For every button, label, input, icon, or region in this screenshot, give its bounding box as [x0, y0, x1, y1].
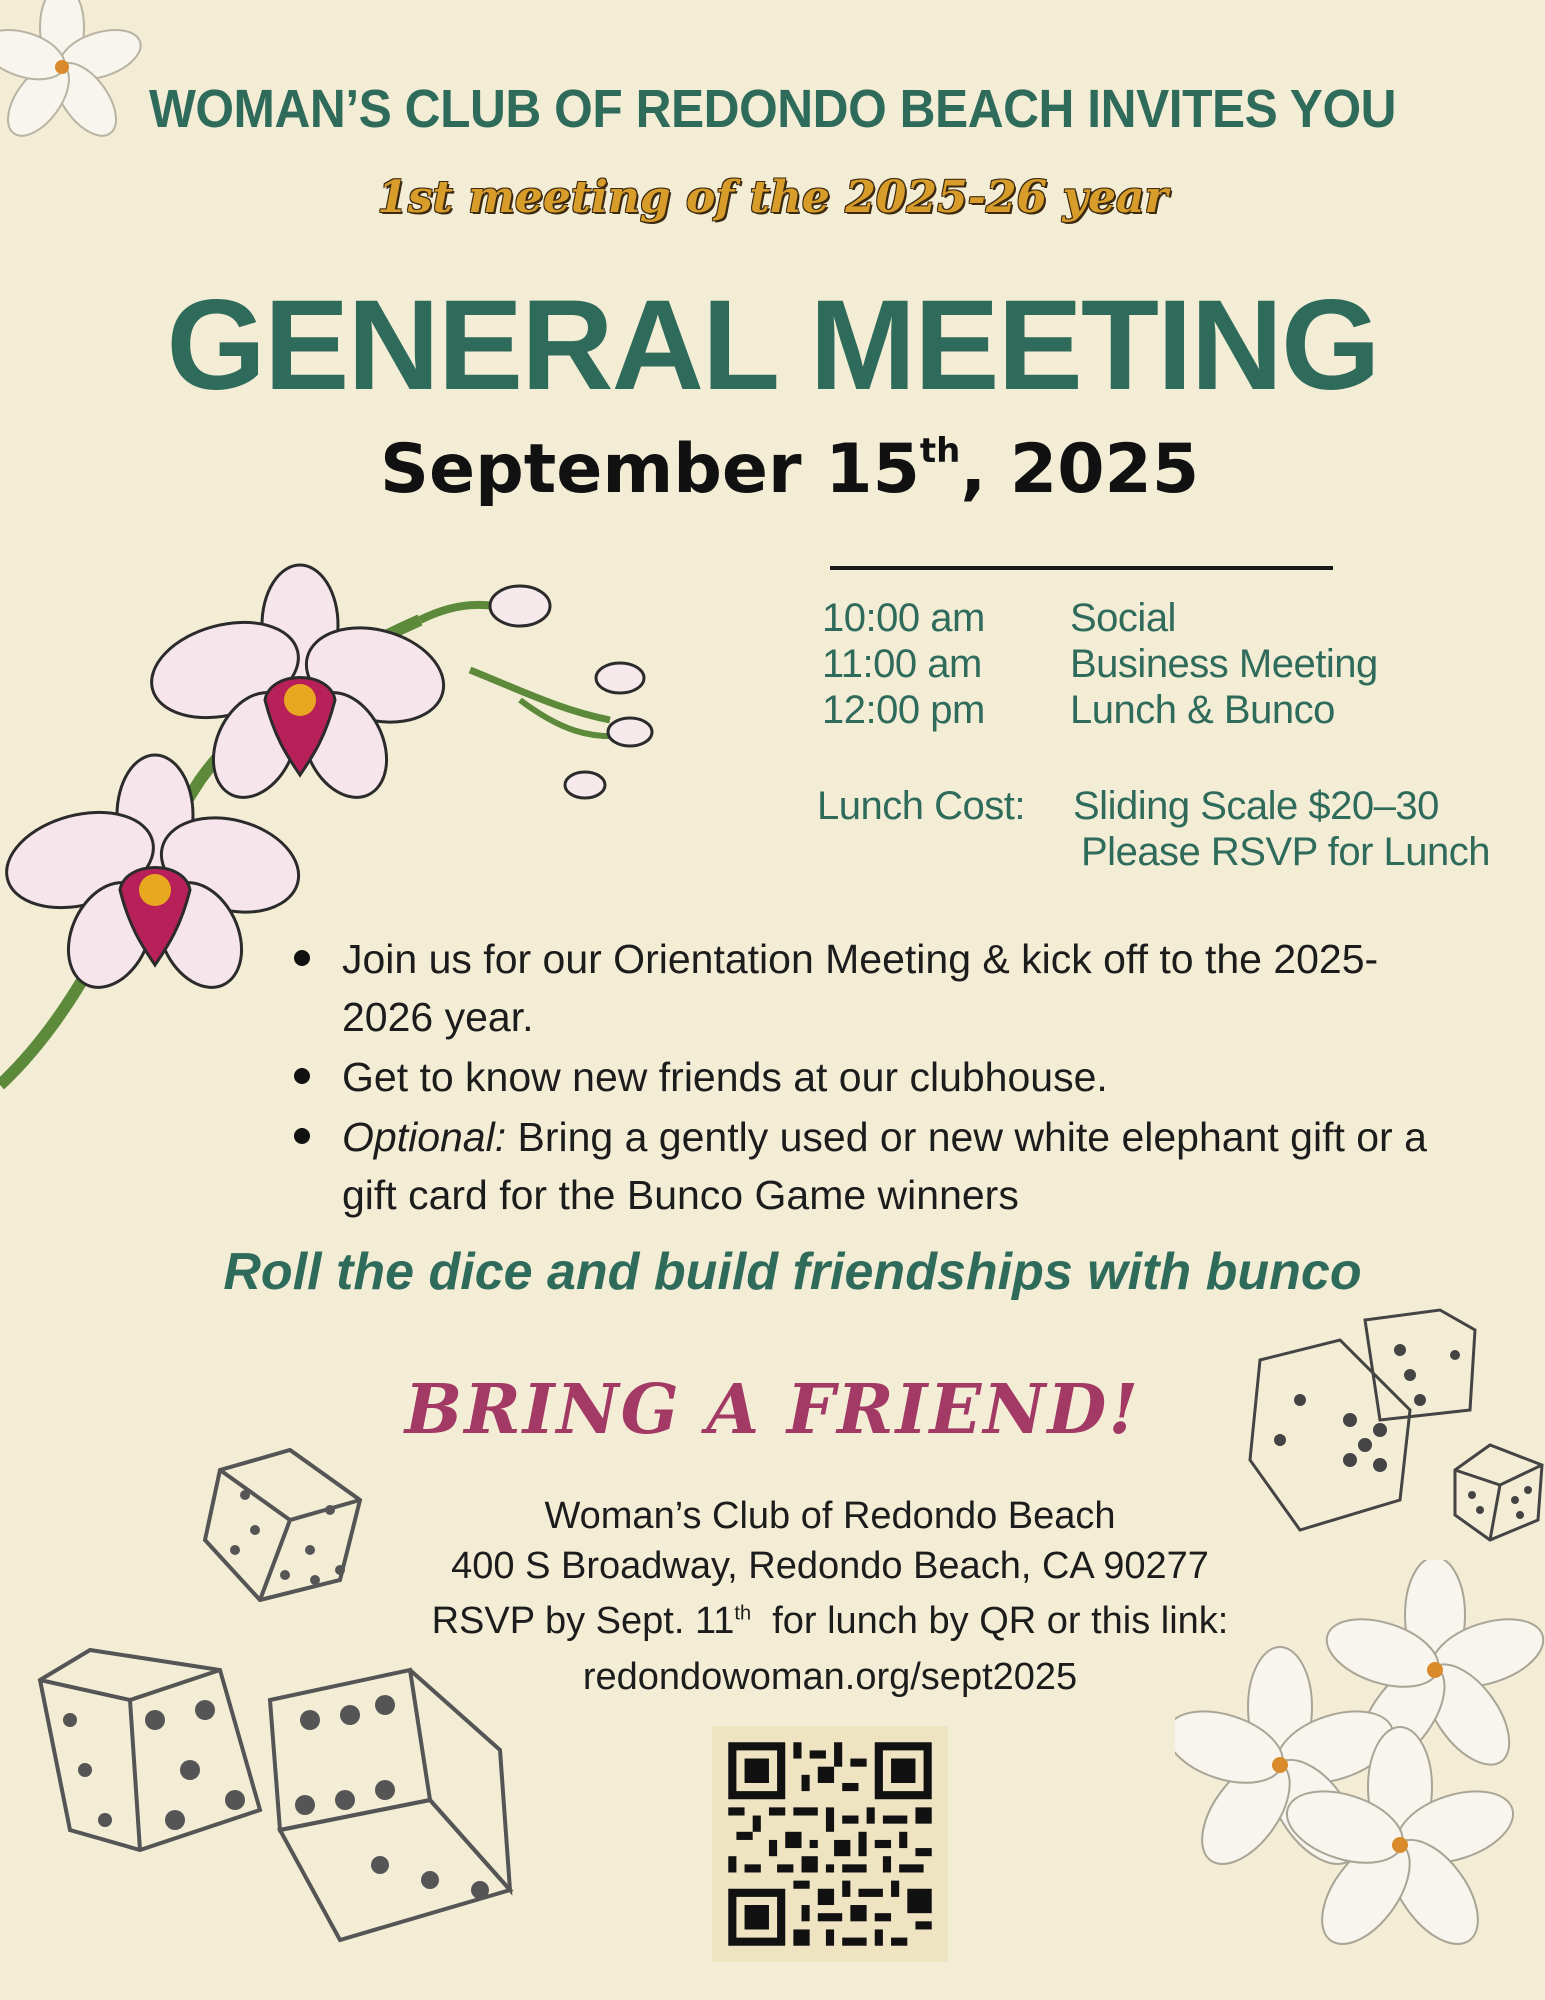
rsvp-link[interactable]: redondowoman.org/sept2025: [582, 1656, 1078, 1698]
schedule-time: 10:00 am: [822, 596, 985, 640]
bullet-text: Get to know new friends at our clubhouse.: [342, 1054, 1108, 1100]
rsvp-post: for lunch by QR or this link:: [751, 1600, 1229, 1642]
schedule-row: [822, 688, 1522, 736]
date-day: 15: [825, 430, 920, 509]
date-year: , 2025: [960, 430, 1200, 509]
dice-icon: [190, 1440, 380, 1610]
divider: [830, 566, 1333, 570]
schedule-row: [822, 642, 1522, 690]
schedule-row: [822, 596, 1522, 644]
page-title: GENERAL MEETING: [166, 274, 1379, 417]
bullet-list: [290, 930, 1440, 1224]
date-suffix: th: [919, 431, 961, 471]
rsvp-sup: th: [734, 1602, 752, 1625]
lunch-price: Sliding Scale $20–30: [1073, 784, 1439, 828]
lunch-cost: [817, 784, 1517, 832]
bullet-emphasis: Optional:: [342, 1114, 507, 1160]
list-item: [290, 930, 1440, 1046]
bullet-text: Join us for our Orientation Meeting & kick off to the 2025-2026 year.: [342, 936, 1379, 1040]
white-flower-icon: [1175, 1560, 1545, 2000]
schedule-activity: Lunch & Bunco: [1070, 688, 1335, 732]
schedule-time: 11:00 am: [822, 642, 982, 686]
lunch-label: Lunch Cost:: [817, 784, 1025, 828]
meeting-date: [380, 430, 1199, 509]
tagline: Roll the dice and build friendships with bunco: [223, 1243, 1362, 1301]
schedule-activity: Social: [1070, 596, 1176, 640]
dice-icon: [30, 1630, 270, 1870]
bullet-text: Bring a gently used or new white elephant gift or a gift card for the Bunco Game winners: [342, 1114, 1427, 1218]
rsvp-pre: RSVP by Sept. 11: [431, 1600, 735, 1642]
club-address: 400 S Broadway, Redondo Beach, CA 90277: [451, 1545, 1209, 1587]
invites-heading: WOMAN’S CLUB OF REDONDO BEACH INVITES YOU: [148, 79, 1397, 139]
list-item: [290, 1048, 1440, 1106]
schedule-time: 12:00 pm: [822, 688, 985, 732]
subtitle: 1st meeting of the 2025-26 year: [377, 172, 1168, 223]
dice-icon: [1450, 1440, 1545, 1550]
dice-icon: [260, 1660, 520, 1960]
lunch-note: Please RSVP for Lunch: [1081, 830, 1491, 874]
date-month: September: [380, 430, 802, 509]
club-name: Woman’s Club of Redondo Beach: [544, 1495, 1116, 1537]
bring-a-friend: BRING A FRIEND!: [404, 1370, 1141, 1450]
list-item: [290, 1108, 1440, 1224]
schedule-activity: Business Meeting: [1070, 642, 1378, 686]
qr-code-icon[interactable]: [712, 1726, 948, 1962]
